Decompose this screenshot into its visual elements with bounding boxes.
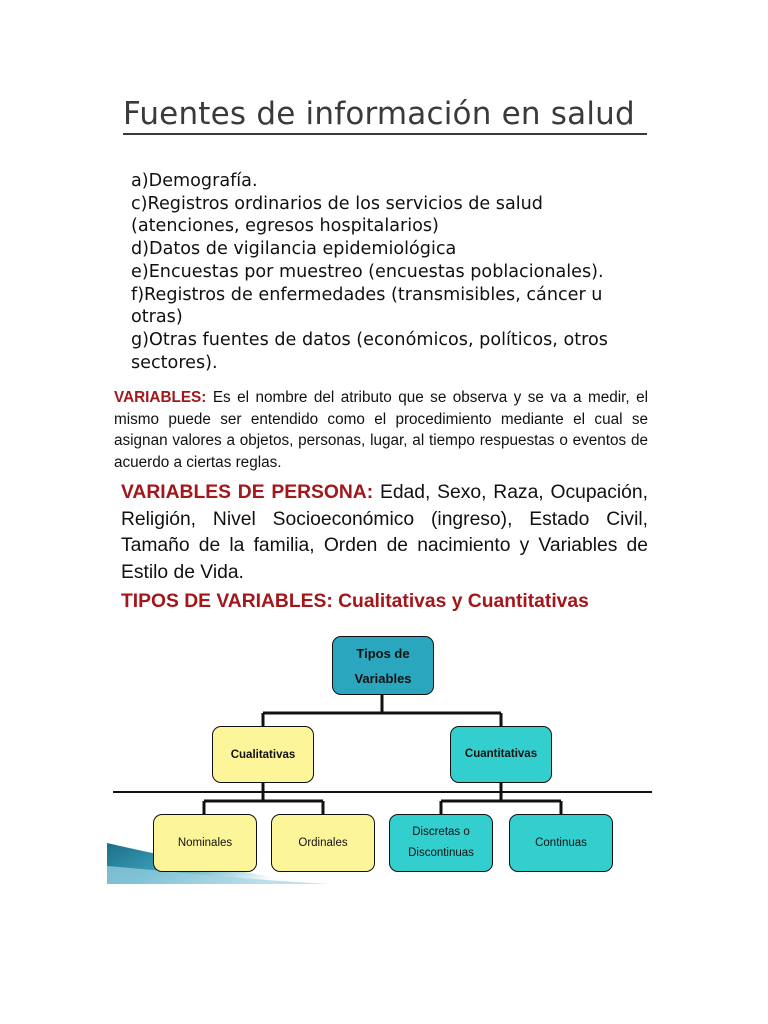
tipos-heading: TIPOS DE VARIABLES: Cualitativas y Cuantitativas xyxy=(121,591,589,612)
sources-line: a)Demografía. xyxy=(131,171,258,191)
persona-label: VARIABLES DE PERSONA: xyxy=(121,482,374,503)
continuas-label: Continuas xyxy=(535,836,587,849)
diagram-root-label: Tipos de Variables xyxy=(354,645,412,686)
nominales-label: Nominales xyxy=(177,837,233,849)
ordinales-box xyxy=(271,814,375,872)
sources-line: c)Registros ordinarios de los servicios de salud xyxy=(131,193,543,214)
page-title: Fuentes de información en salud xyxy=(123,96,635,132)
cualitativas-box xyxy=(212,726,314,783)
discretas-label: Discretas o Discontinuas xyxy=(408,826,474,859)
sources-line: sectores). xyxy=(131,352,218,373)
sources-line: e)Encuestas por muestreo (encuestas poblacionales). xyxy=(131,261,604,282)
cualitativas-label: Cualitativas xyxy=(230,748,296,761)
ordinales-label: Ordinales xyxy=(298,837,348,849)
diagram-root-box xyxy=(332,636,434,695)
discretas-box xyxy=(389,814,493,872)
continuas-box xyxy=(509,814,613,872)
nominales-box xyxy=(153,814,257,872)
sources-line: otras) xyxy=(131,307,183,328)
cuantitativas-label: Cuantitativas xyxy=(464,748,538,760)
variables-text: Es el nombre del atributo que se observa y se va a medir, el mismo puede ser entendido como el procedimiento mediante el cual se asignan valores a objetos, personas, lugar, al tiempo respuestas o eventos de acuerdo a ciertas reglas. xyxy=(114,389,649,471)
variables-label: VARIABLES: xyxy=(114,389,207,406)
cuantitativas-box xyxy=(450,726,552,783)
sources-line: g)Otras fuentes de datos (económicos, políticos, otros xyxy=(131,329,608,350)
sources-line: d)Datos de vigilancia epidemiológica xyxy=(131,239,457,260)
persona-text: Edad, Sexo, Raza, Ocupación, Religión, Nivel Socioeconómico (ingreso), Estado Civil, Tamaño de la familia, Orden de nacimiento y Variables de Estilo de Vida. xyxy=(121,482,648,583)
sources-line: f)Registros de enfermedades (transmisibles, cáncer u xyxy=(131,284,603,305)
sources-line: (atenciones, egresos hospitalarios) xyxy=(131,216,439,237)
